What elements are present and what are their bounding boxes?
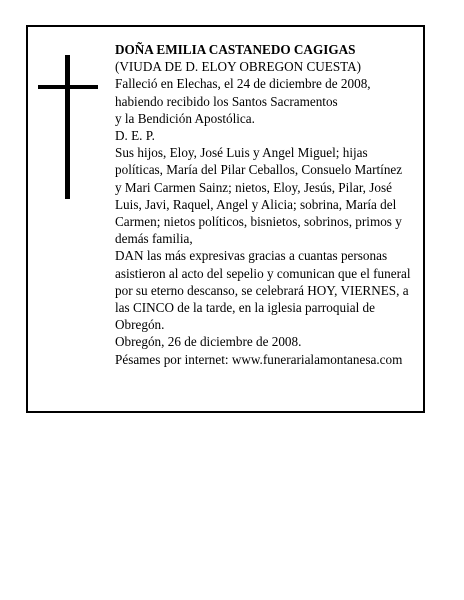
death-line: habiendo recibido los Santos Sacramentos bbox=[115, 93, 338, 109]
family-line: demás familia, bbox=[115, 231, 193, 247]
family-line: y Mari Carmen Sainz; nietos, Eloy, Jesús, Pilar, José bbox=[115, 179, 392, 195]
death-line: Falleció en Elechas, el 24 de diciembre de 2008, bbox=[115, 76, 371, 92]
funeral-line: asistieron al acto del sepelio y comunican que el funeral bbox=[115, 265, 411, 281]
funeral-line: por su eterno descanso, se celebrará HOY, VIERNES, a bbox=[115, 282, 409, 298]
family-line: políticas, María del Pilar Ceballos, Consuelo Martínez bbox=[115, 162, 403, 178]
death-line: y la Bendición Apostólica. bbox=[115, 110, 255, 126]
family-line: Carmen; nietos políticos, bisnietos, sobrinos, primos y bbox=[115, 214, 402, 230]
deceased-name: DOÑA EMILIA CASTANEDO CAGIGAS bbox=[115, 42, 356, 57]
funeral-line: DAN las más expresivas gracias a cuantas personas bbox=[115, 248, 388, 264]
funeral-line: Obregón. bbox=[115, 317, 165, 333]
place-date: Obregón, 26 de diciembre de 2008. bbox=[115, 334, 302, 350]
cross-icon bbox=[38, 55, 100, 199]
condolences-web: Pésames por internet: www.funerarialamontanesa.com bbox=[115, 351, 403, 367]
family-line: Luis, Javi, Raquel, Angel y Alicia; sobrina, María del bbox=[115, 196, 397, 212]
widow-of: (VIUDA DE D. ELOY OBREGON CUESTA) bbox=[115, 59, 362, 75]
obituary-notice bbox=[26, 25, 425, 413]
dep-line: D. E. P. bbox=[115, 128, 155, 144]
funeral-line: las CINCO de la tarde, en la iglesia parroquial de bbox=[115, 300, 375, 316]
family-line: Sus hijos, Eloy, José Luis y Angel Miguel; hijas bbox=[115, 145, 368, 161]
obituary-text bbox=[115, 41, 427, 368]
